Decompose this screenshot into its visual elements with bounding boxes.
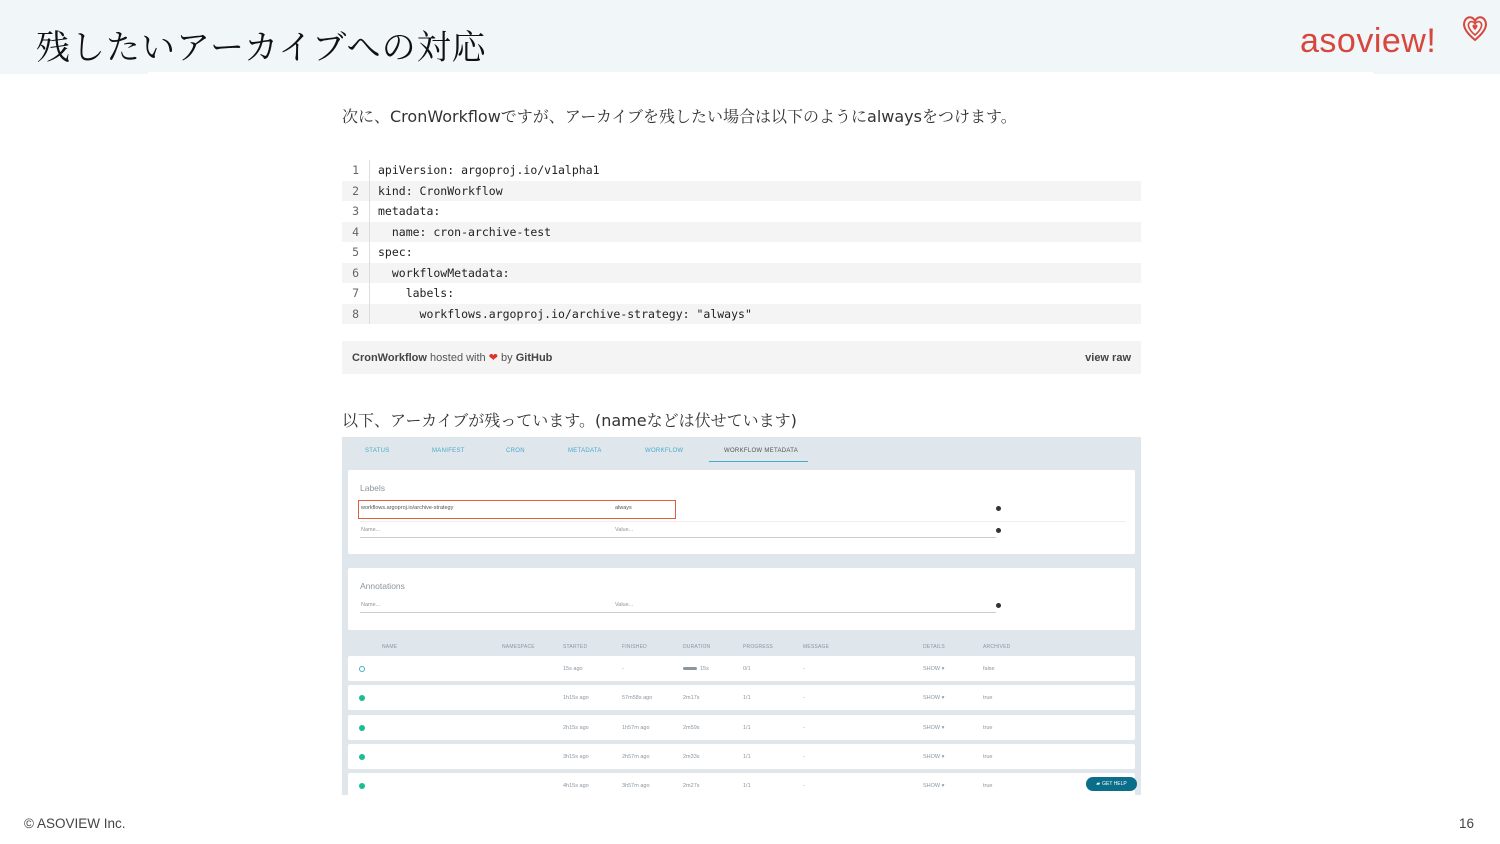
col-progress: PROGRESS (743, 644, 773, 650)
cell-started: 2h15s ago (563, 724, 589, 731)
succeeded-status-icon (359, 695, 365, 701)
second-caption: 以下、アーカイブが残っています。(nameなどは伏せています) (342, 411, 797, 430)
labels-card (348, 470, 1135, 554)
code-line (342, 242, 1141, 263)
cell-archived: true (983, 724, 993, 731)
annotation-value-input[interactable]: Value... (615, 602, 634, 608)
cell-finished: 2h57m ago (622, 753, 650, 760)
labels-title: Labels (360, 483, 386, 493)
cell-finished: 1h57m ago (622, 724, 650, 731)
tab-workflow[interactable]: WORKFLOW (645, 448, 684, 454)
workflow-row[interactable] (348, 656, 1135, 681)
logo-text: asoview! (1300, 22, 1437, 60)
argo-tabs (342, 437, 1141, 464)
line-code: name: cron-archive-test (378, 224, 552, 239)
cell-progress: 1/1 (743, 753, 751, 760)
asoview-logo (1300, 18, 1490, 64)
line-code: workflowMetadata: (378, 265, 510, 280)
code-line (342, 160, 1141, 181)
cell-progress: 1/1 (743, 695, 751, 702)
add-annotation-icon[interactable] (996, 603, 1001, 608)
line-code: metadata: (378, 204, 441, 219)
label-key-field[interactable]: workflows.argoproj.io/archive-strategy (361, 505, 454, 511)
code-line (342, 201, 1141, 222)
cell-duration: 2m33s (683, 753, 700, 760)
col-details: DETAILS (923, 644, 945, 650)
cell-archived: true (983, 695, 993, 702)
add-label-icon[interactable] (996, 528, 1001, 533)
cell-progress: 1/1 (743, 783, 751, 790)
col-started: STARTED (563, 644, 588, 650)
workflow-row[interactable] (348, 773, 1135, 795)
heart-icon: ❤ (488, 352, 498, 364)
cell-started: 15s ago (563, 666, 583, 672)
succeeded-status-icon (359, 754, 365, 760)
get-help-button[interactable] (1086, 777, 1137, 791)
cell-finished: 57m58s ago (622, 695, 653, 702)
col-namespace: NAMESPACE (502, 644, 535, 650)
line-number: 5 (342, 242, 370, 263)
cell-duration: 2m17s (683, 695, 700, 702)
annotations-title: Annotations (360, 581, 405, 591)
header-divider (148, 72, 1373, 78)
col-finished: FINISHED (622, 644, 647, 650)
line-code: kind: CronWorkflow (378, 183, 503, 198)
heart-logo-icon (1460, 12, 1490, 44)
get-help-label: GET HELP (1102, 781, 1127, 787)
annotation-input-underline (360, 612, 996, 613)
slide-title: 残したいアーカイブへの対応 (36, 28, 487, 68)
cell-message: - (803, 666, 805, 672)
cell-finished: - (622, 666, 624, 672)
cell-duration: 2m27s (683, 783, 700, 790)
succeeded-status-icon (359, 783, 365, 789)
tab-metadata[interactable]: METADATA (568, 448, 602, 454)
tab-manifest[interactable]: MANIFEST (432, 448, 465, 454)
col-archived: ARCHIVED (983, 644, 1011, 650)
line-number: 8 (342, 304, 370, 325)
cell-message: - (803, 783, 805, 790)
label-value-input[interactable]: Value... (615, 527, 634, 533)
gist-by-text: by (501, 352, 513, 364)
tab-status[interactable]: STATUS (365, 448, 390, 454)
line-number: 6 (342, 263, 370, 284)
cell-details[interactable]: SHOW ▾ (923, 695, 945, 702)
line-code: spec: (378, 245, 413, 260)
cell-progress: 0/1 (743, 666, 751, 672)
cell-details[interactable]: SHOW ▾ (923, 724, 945, 731)
copyright: © ASOVIEW Inc. (24, 816, 126, 831)
gist-meta (352, 351, 552, 364)
cell-archived: true (983, 753, 993, 760)
github-link[interactable]: GitHub (515, 352, 553, 364)
cell-finished: 3h57m ago (622, 783, 650, 790)
view-raw-link[interactable]: view raw (1085, 351, 1131, 364)
gist-hosted-text: hosted with (430, 352, 486, 364)
cell-duration: 15s (700, 666, 709, 672)
cell-duration: 2m59s (683, 724, 700, 731)
annotations-card (348, 568, 1135, 630)
cell-progress: 1/1 (743, 724, 751, 731)
line-code: labels: (378, 286, 455, 301)
cell-started: 4h15s ago (563, 783, 589, 790)
cell-message: - (803, 724, 805, 731)
argo-screenshot (342, 437, 1141, 795)
line-code: workflows.argoproj.io/archive-strategy: "always" (378, 306, 752, 321)
active-tab-underline (709, 461, 808, 462)
label-input-underline (360, 537, 996, 538)
workflow-row[interactable] (348, 744, 1135, 769)
cell-started: 3h15s ago (563, 753, 589, 760)
line-code: apiVersion: argoproj.io/v1alpha1 (378, 163, 600, 178)
tab-workflow-metadata[interactable]: WORKFLOW METADATA (724, 448, 799, 454)
code-line (342, 283, 1141, 304)
cell-details[interactable]: SHOW ▾ (923, 753, 945, 760)
gist-file-link[interactable]: CronWorkflow (352, 352, 427, 364)
code-line (342, 263, 1141, 284)
running-status-icon (359, 666, 365, 672)
code-line (342, 222, 1141, 243)
line-number: 3 (342, 201, 370, 222)
succeeded-status-icon (359, 725, 365, 731)
line-number: 4 (342, 222, 370, 243)
code-line (342, 181, 1141, 202)
line-number: 7 (342, 283, 370, 304)
duration-bar (683, 667, 697, 670)
gist-footer (342, 341, 1141, 374)
cell-archived: true (983, 783, 993, 790)
col-duration: DURATION (683, 644, 711, 650)
cell-details[interactable]: SHOW ▾ (923, 783, 945, 790)
line-number: 1 (342, 160, 370, 181)
code-line (342, 304, 1141, 325)
label-row-divider (360, 521, 1126, 522)
annotation-name-input[interactable]: Name... (361, 602, 381, 608)
line-number: 2 (342, 181, 370, 202)
intro-text: 次に、CronWorkflowですが、アーカイブを残したい場合は以下のようにalwaysをつけます。 (342, 107, 1017, 126)
cell-archived: false (983, 666, 995, 672)
cell-details[interactable]: SHOW ▾ (923, 666, 945, 672)
label-name-input[interactable]: Name... (361, 527, 381, 533)
page-number: 16 (1458, 816, 1474, 831)
label-value-field[interactable]: always (615, 505, 632, 511)
cell-message: - (803, 753, 805, 760)
remove-label-icon[interactable] (996, 506, 1001, 511)
col-name: NAME (382, 644, 398, 650)
tab-cron[interactable]: CRON (506, 448, 525, 454)
workflow-row[interactable] (348, 715, 1135, 740)
cell-message: - (803, 695, 805, 702)
gist-code-block (342, 160, 1141, 326)
workflow-row[interactable] (348, 685, 1135, 710)
chat-icon: ▰ (1096, 781, 1101, 787)
col-message: MESSAGE (803, 644, 830, 650)
cell-started: 1h15s ago (563, 695, 589, 702)
